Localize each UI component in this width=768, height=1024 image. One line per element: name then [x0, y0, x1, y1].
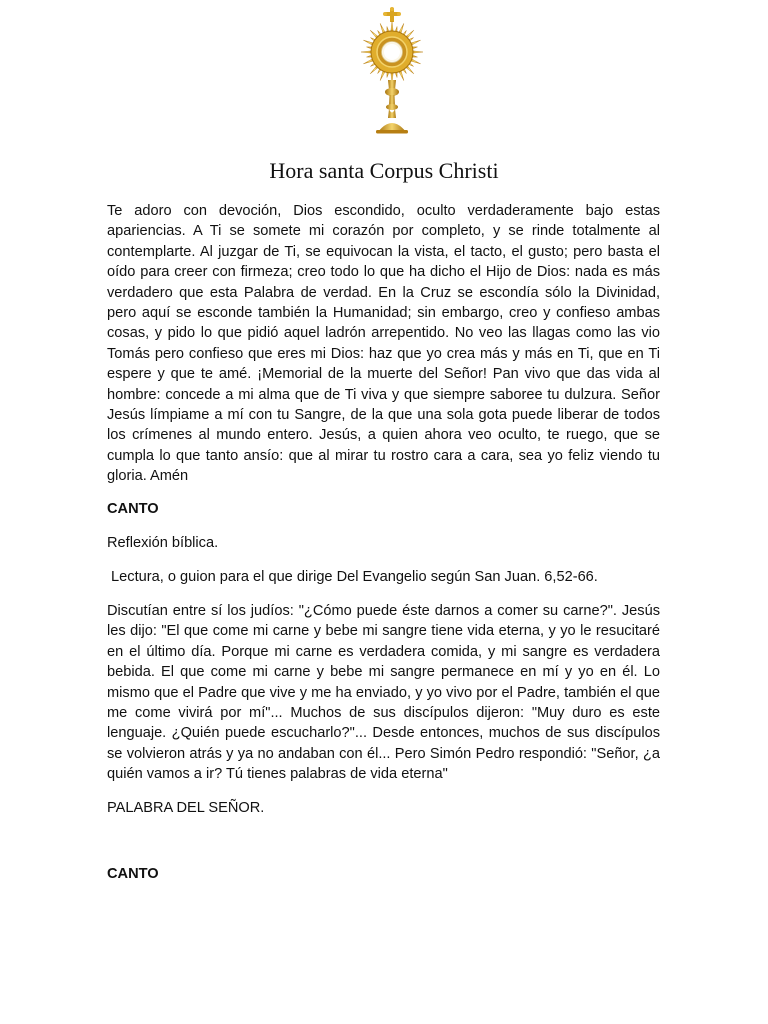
- canto-heading-2: CANTO: [107, 866, 159, 882]
- lectura-line: Lectura, o guion para el que dirige Del Evangelio según San Juan. 6,52-66.: [107, 569, 598, 585]
- palabra-del-senor: PALABRA DEL SEÑOR.: [107, 800, 265, 816]
- monstrance-icon: [354, 6, 430, 134]
- gospel-paragraph: Discutían entre sí los judíos: "¿Cómo puede éste darnos a comer su carne?". Jesús les dijo: "El que come mi carne y bebe mi sangre tiene vida eterna, y yo le resucitaré en el último día. Porque mi carne es verdadera comida, y mi sangre es verdadera bebida. El que come mi carne y bebe mi sangre permanece en mí y yo en él. Lo mismo que el Padre que vive y me ha enviado, y yo vivo por el Padre, también el que me come vivirá por mí"... Muchos de sus discípulos dijeron: "Muy duro es este lenguaje. ¿Quién puede escucharlo?"... Desde entonces, muchos de sus discípulos se volvieron atrás y ya no andaban con él... Pero Simón Pedro respondió: "Señor, ¿a quién vamos a ir? Tú tienes palabras de vida eterna": [107, 603, 660, 783]
- canto-heading-1: CANTO: [107, 501, 159, 517]
- page-title: Hora santa Corpus Christi: [269, 158, 499, 183]
- prayer-paragraph: Te adoro con devoción, Dios escondido, oculto verdaderamente bajo estas apariencias. A Ti se somete mi corazón por completo, y se rinde totalmente al contemplarte. Al juzgar de Ti, se equivocan la vista, el tacto, el gusto; pero basta el oído para creer con firmeza; creo todo lo que ha dicho el Hijo de Dios: nada es más verdadero que esta Palabra de verdad. En la Cruz se escondía sólo la Divinidad, pero aquí se esconde también la Humanidad; sin embargo, creo y confieso ambas cosas, y pido lo que pidió aquel ladrón arrepentido. No veo las llagas como las vio Tomás pero confieso que eres mi Dios: haz que yo crea más y más en Ti, que en Ti espere y que te amé. ¡Memorial de la muerte del Señor! Pan vivo que das vida al hombre: concede a mi alma que de Ti viva y que siempre saboree tu dulzura. Señor Jesús límpiame a mí con tu Sangre, de la que una sola gota puede liberar de todos los crímenes al mundo entero. Jesús, a quien ahora veo oculto, te ruego, que se cumpla lo que tanto ansío: que al mirar tu rostro cara a cara, sea yo feliz viendo tu gloria. Amén: [107, 203, 660, 485]
- reflexion-heading: Reflexión bíblica.: [107, 535, 219, 551]
